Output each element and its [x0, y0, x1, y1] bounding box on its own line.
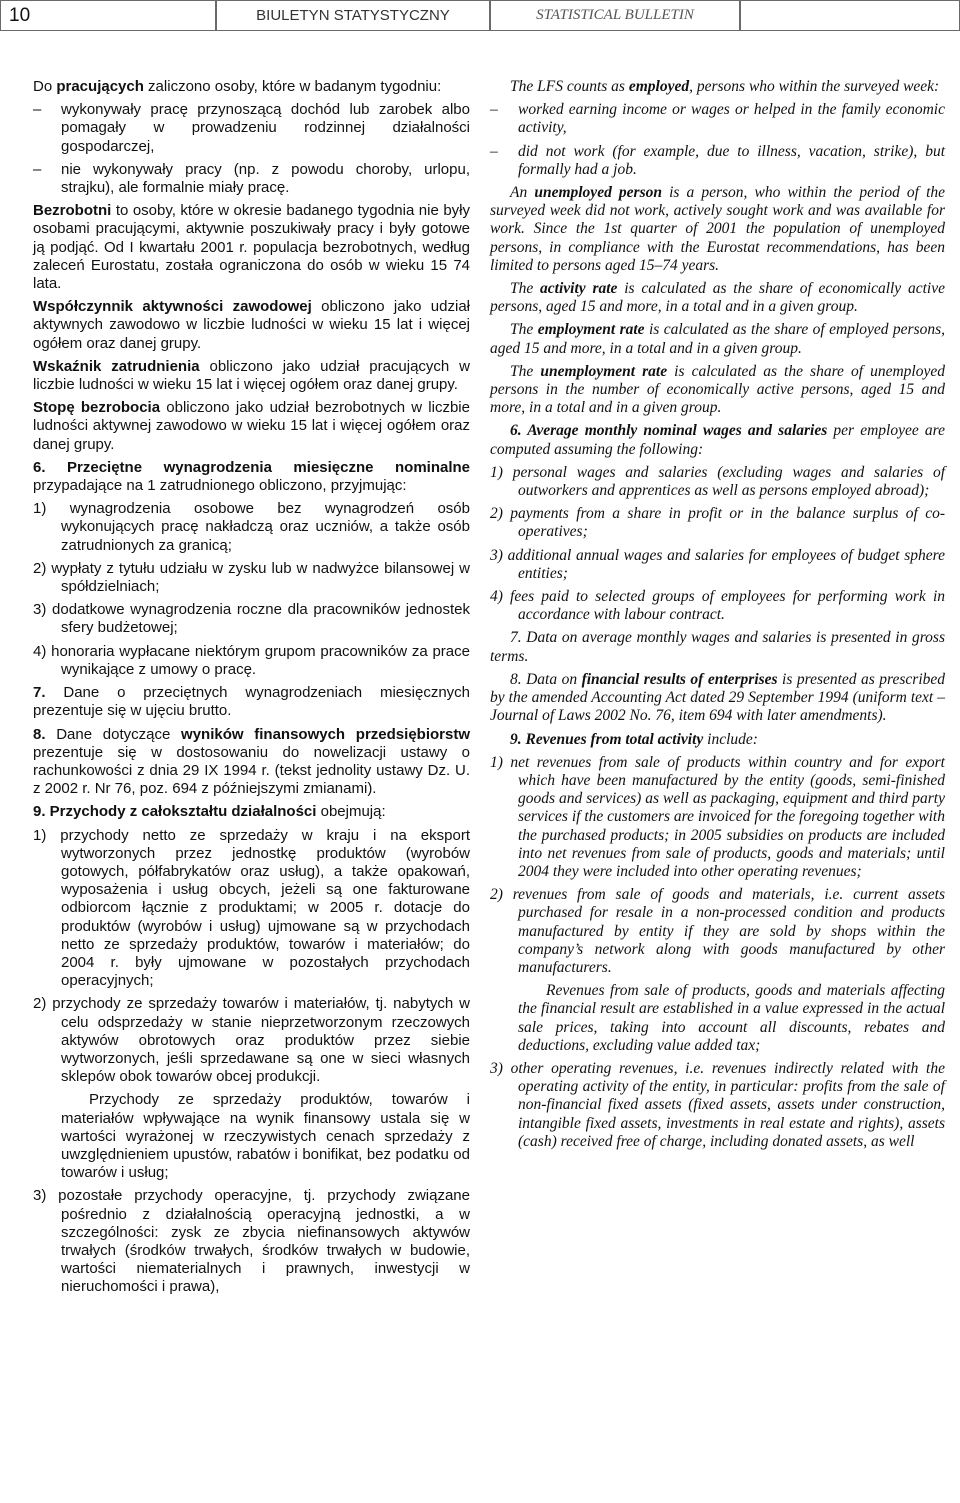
- pl-wages-item-3: 3) dodatkowe wynagrodzenia roczne dla pracowników jednostek sfery budżetowej;: [33, 601, 470, 637]
- pl-activity-rate: Współczynnik aktywności zawodowej obliczono jako udział aktywnych zawodowo w liczbie ludności w wieku 15 lat i więcej ogółem oraz danej grupy.: [33, 298, 470, 352]
- en-wages-item-3: 3) additional annual wages and salaries for employees of budget sphere entities;: [490, 546, 945, 582]
- bulletin-title-en: STATISTICAL BULLETIN: [490, 0, 740, 31]
- polish-column: [33, 78, 470, 1302]
- en-activity-rate: The activity rate is calculated as the share of economically active persons, aged 15 and more, in a total and in a given group.: [490, 280, 945, 316]
- header-blank-cell: [740, 0, 960, 31]
- pl-revenues-heading: 9. Przychody z całokształtu działalności obejmują:: [33, 803, 386, 821]
- pl-gross-wages-note: 7. Dane o przeciętnych wynagrodzeniach miesięcznych prezentuje się w ujęciu brutto.: [33, 684, 470, 720]
- page-number: 10: [0, 0, 216, 31]
- en-revenues-item-2-continued: Revenues from sale of products, goods and materials affecting the financial result are established in a value expressed in the actual sale prices, taking into account all discounts, rebates and deductions, excluding value added tax;: [518, 982, 945, 1054]
- en-revenues-heading: 9. Revenues from total activity include:: [510, 730, 758, 748]
- pl-unemployed-definition: Bezrobotni to osoby, które w okresie badanego tygodnia nie były osobami pracującymi, aktywnie poszukiwały pracy i były gotowe ją podjąć. Od I kwartału 2001 r. populacja bezrobotnych, według zaleceń Eurostatu, została ograniczona do osób w wieku 15 74 lata.: [33, 202, 470, 293]
- pl-revenues-item-1: 1) przychody netto ze sprzedaży w kraju i na eksport wytworzonych przez jednostkę produktów (wyrobów gotowych, półfabrykatów oraz usług), a także opakowań, wyposażenia i usług obcych, jeżeli są one fakturowane odbiorcom łącznie z produktami; w 2005 r. dotacje do produktów (wyrobów i usług) ujmowane są w przychodach netto ze sprzedaży produktów, towarów i materiałów; do 2004 r. były ujmowane w pozostałych przychodach operacyjnych;: [33, 826, 470, 990]
- en-employed-definition: The LFS counts as employed, persons who within the surveyed week:: [510, 78, 940, 95]
- pl-financial-results-note: 8. Dane dotyczące wyników finansowych przedsiębiorstw prezentuje się w dostosowaniu do nowelizacji ustawy o rachunkowości z dnia 29 IX 1994 r. (tekst jednolity ustawy Dz. U. z 2002 r. Nr 76, poz. 694 z późniejszymi zmianami).: [33, 725, 470, 798]
- pl-wages-item-1: 1) wynagrodzenia osobowe bez wynagrodzeń osób wykonujących pracę nakładczą oraz uczniów, a także osób zatrudnionych za granicą;: [33, 500, 470, 554]
- bulletin-title-pl: BIULETYN STATYSTYCZNY: [216, 0, 490, 31]
- en-employed-item-1: – worked earning income or wages or helped in the family economic activity,: [490, 101, 945, 137]
- en-wages-item-4: 4) fees paid to selected groups of employees for performing work in accordance with labour contract.: [490, 588, 945, 624]
- en-employed-item-2: – did not work (for example, due to illness, vacation, strike), but formally had a job.: [490, 142, 945, 178]
- en-unemployment-rate: The unemployment rate is calculated as the share of unemployed persons in the number of economically active persons, aged 15 and more, in a total and in a given group.: [490, 362, 945, 417]
- en-gross-wages-note: 7. Data on average monthly wages and salaries is presented in gross terms.: [490, 629, 945, 665]
- pl-revenues-item-3: 3) pozostałe przychody operacyjne, tj. przychody związane pośrednio z działalnością operacyjną jednostki, a w szczególności: zysk ze zbycia niefinansowych aktywów trwałych (środków trwałych, środków trwałych w budowie, wartości niematerialnych i prawnych, inwestycji w nieruchomości i prawa),: [33, 1187, 470, 1296]
- pl-revenues-item-2-continued: Przychody ze sprzedaży produktów, towarów i materiałów wpływające na wynik finansowy ustala się w wartości wyrażonej w rzeczywistych cenach sprzedaży z uwzględnieniem upustów, rabatów i bonifikat, bez podatku od towarów i usług;: [61, 1091, 470, 1182]
- page-header: [0, 0, 960, 31]
- pl-revenues-item-2: 2) przychody ze sprzedaży towarów i materiałów, tj. nabytych w celu odsprzedaży w stanie nieprzetworzonym rzeczowych aktywów obrotowych oraz produktów przez siebie wytworzonych, jeśli sprzedawane są one w sieci własnych sklepów obok towarów obcej produkcji.: [33, 995, 470, 1086]
- en-employment-rate: The employment rate is calculated as the share of employed persons, aged 15 and more, in a total and in a given group.: [490, 321, 946, 357]
- en-revenues-item-1: 1) net revenues from sale of products within country and for export which have been manufactured by the entity (goods, semi-finished goods and services) as well as packaging, equipment and third party services if the customers are invoiced for the foregoing together with the purchased products; in 2005 subsidies on products are included into net revenues from sale of products, goods and materials; until 2004 they were included into other operating revenues;: [490, 753, 945, 880]
- en-unemployed-definition: An unemployed person is a person, who within the period of the surveyed week did not work, actively sought work and was available for work. Since the 1st quarter of 2001 the population of unemployed persons, in compliance with the Eurostat recommendations, has been limited to persons aged 15–74 years.: [490, 184, 946, 274]
- en-revenues-item-2: 2) revenues from sale of goods and materials, i.e. current assets purchased for resale in a non-processed condition and products manufactured by entity if they are sold by shops within the company’s network along with goods manufactured by other manufacturers.: [490, 886, 945, 976]
- pl-wages-item-4: 4) honoraria wypłacane niektórym grupom pracowników za prace wynikające z umowy o pracę.: [33, 642, 470, 678]
- pl-employment-rate: Wskaźnik zatrudnienia obliczono jako udział pracujących w liczbie ludności w wieku 15 lat i więcej ogółem oraz danej grupy.: [33, 357, 470, 394]
- en-wages-item-1: 1) personal wages and salaries (excluding wages and salaries of outworkers and apprentices as well as persons employed abroad);: [490, 463, 945, 500]
- pl-employed-item-1: – wykonywały pracę przynoszącą dochód lub zarobek albo pomagały w prowadzeniu rodzinnej działalności gospodarczej,: [33, 101, 470, 155]
- en-financial-results-note: 8. Data on financial results of enterprises is presented as prescribed by the amended Accounting Act dated 29 September 1994 (uniform text – Journal of Laws 2002 No. 76, item 694 with later amendments).: [490, 670, 946, 725]
- pl-employed-item-2: – nie wykonywały pracy (np. z powodu choroby, urlopu, strajku), ale formalnie miały pracę.: [33, 160, 470, 197]
- en-wages-heading: 6. Average monthly nominal wages and salaries per employee are computed assuming the following:: [490, 422, 945, 458]
- pl-employed-definition: Do pracujących zaliczono osoby, które w badanym tygodniu:: [33, 78, 442, 95]
- en-revenues-item-3: 3) other operating revenues, i.e. revenues indirectly related with the operating activity of the entity, in particular: profits from the sale of non-financial fixed assets (fixed assets, assets under construction, intangible fixed assets, investments in real estate and rights), assets (cash) received free of charge, including donated assets, as well: [490, 1059, 945, 1150]
- en-wages-item-2: 2) payments from a share in profit or in the balance surplus of co-operatives;: [490, 505, 945, 541]
- pl-wages-item-2: 2) wypłaty z tytułu udziału w zysku lub w nadwyżce bilansowej w spółdzielniach;: [33, 559, 470, 596]
- pl-wages-heading: 6. Przeciętne wynagrodzenia miesięczne nominalne przypadające na 1 zatrudnionego obliczono, przyjmując:: [33, 458, 470, 495]
- pl-unemployment-rate: Stopę bezrobocia obliczono jako udział bezrobotnych w liczbie ludności aktywnej zawodowo w wieku 15 lat i więcej ogółem oraz danej grupy.: [33, 399, 470, 453]
- english-column: [490, 78, 945, 1156]
